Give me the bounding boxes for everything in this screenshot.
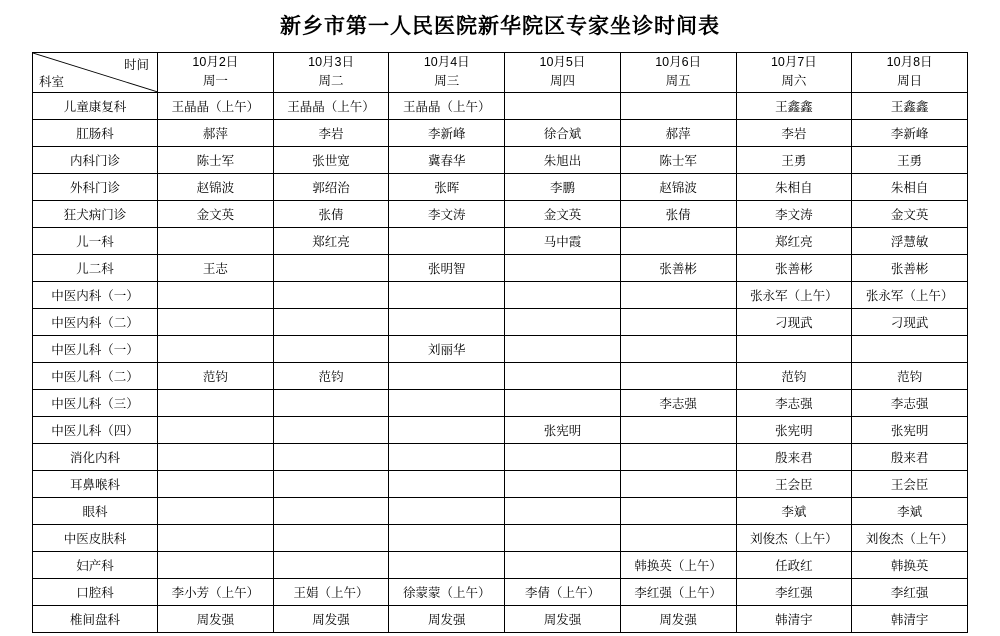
schedule-cell: 张晖 bbox=[389, 173, 505, 200]
schedule-cell: 李文涛 bbox=[736, 200, 852, 227]
schedule-cell: 王志 bbox=[158, 254, 274, 281]
column-header-1 bbox=[158, 53, 274, 93]
table-row bbox=[33, 281, 968, 308]
schedule-cell: 浮慧敏 bbox=[852, 227, 968, 254]
schedule-cell: 徐合斌 bbox=[505, 119, 621, 146]
table-row bbox=[33, 119, 968, 146]
schedule-cell: 李志强 bbox=[620, 389, 736, 416]
table-row bbox=[33, 470, 968, 497]
schedule-cell bbox=[273, 524, 389, 551]
schedule-cell bbox=[505, 524, 621, 551]
schedule-cell: 李文涛 bbox=[389, 200, 505, 227]
schedule-cell bbox=[389, 281, 505, 308]
row-dept-label: 眼科 bbox=[33, 497, 158, 524]
page-title: 新乡市第一人民医院新华院区专家坐诊时间表 bbox=[280, 15, 720, 38]
schedule-cell: 殷来君 bbox=[736, 443, 852, 470]
schedule-cell: 刁现武 bbox=[736, 308, 852, 335]
schedule-cell: 张倩 bbox=[620, 200, 736, 227]
row-dept-label: 耳鼻喉科 bbox=[33, 470, 158, 497]
schedule-cell bbox=[505, 551, 621, 578]
column-date-4: 10月5日 bbox=[539, 55, 586, 69]
schedule-cell bbox=[273, 254, 389, 281]
column-weekday-5: 周五 bbox=[665, 74, 691, 89]
row-dept-label: 儿二科 bbox=[33, 254, 158, 281]
column-weekday-1: 周一 bbox=[202, 74, 228, 89]
column-weekday-3: 周三 bbox=[434, 74, 460, 89]
row-dept-label: 儿童康复科 bbox=[33, 92, 158, 119]
row-dept-label: 儿一科 bbox=[33, 227, 158, 254]
schedule-cell bbox=[389, 227, 505, 254]
column-date-3: 10月4日 bbox=[423, 55, 470, 69]
schedule-cell: 张永军（上午） bbox=[736, 281, 852, 308]
column-date-7: 10月8日 bbox=[886, 55, 933, 69]
schedule-cell: 张宪明 bbox=[736, 416, 852, 443]
schedule-cell: 王晶晶（上午） bbox=[158, 92, 274, 119]
schedule-cell bbox=[158, 443, 274, 470]
schedule-cell bbox=[852, 335, 968, 362]
schedule-cell bbox=[505, 443, 621, 470]
column-header-2 bbox=[273, 53, 389, 93]
schedule-cell bbox=[273, 308, 389, 335]
schedule-cell bbox=[389, 416, 505, 443]
schedule-cell: 郝萍 bbox=[158, 119, 274, 146]
table-row bbox=[33, 335, 968, 362]
schedule-cell: 赵锦波 bbox=[620, 173, 736, 200]
schedule-cell: 张善彬 bbox=[852, 254, 968, 281]
schedule-cell bbox=[158, 551, 274, 578]
schedule-cell: 王会臣 bbox=[852, 470, 968, 497]
schedule-cell: 王勇 bbox=[852, 146, 968, 173]
schedule-cell: 郑红亮 bbox=[736, 227, 852, 254]
column-weekday-7: 周日 bbox=[897, 74, 923, 89]
schedule-cell bbox=[620, 281, 736, 308]
column-date-1: 10月2日 bbox=[192, 55, 239, 69]
table-row bbox=[33, 389, 968, 416]
schedule-cell: 王晶晶（上午） bbox=[389, 92, 505, 119]
row-dept-label: 中医内科（二） bbox=[33, 308, 158, 335]
schedule-cell bbox=[620, 308, 736, 335]
schedule-cell: 李志强 bbox=[852, 389, 968, 416]
table-row bbox=[33, 551, 968, 578]
row-dept-label: 中医皮肤科 bbox=[33, 524, 158, 551]
schedule-cell: 刘俊杰（上午） bbox=[736, 524, 852, 551]
schedule-cell: 李鹏 bbox=[505, 173, 621, 200]
schedule-cell bbox=[389, 470, 505, 497]
row-dept-label: 口腔科 bbox=[33, 578, 158, 605]
schedule-cell: 张永军（上午） bbox=[852, 281, 968, 308]
table-row bbox=[33, 200, 968, 227]
schedule-cell bbox=[158, 497, 274, 524]
schedule-cell: 李红强（上午） bbox=[620, 578, 736, 605]
schedule-cell bbox=[620, 227, 736, 254]
schedule-cell: 王鑫鑫 bbox=[736, 92, 852, 119]
schedule-cell bbox=[505, 281, 621, 308]
row-dept-label: 妇产科 bbox=[33, 551, 158, 578]
schedule-cell: 刘丽华 bbox=[389, 335, 505, 362]
schedule-cell: 陈士军 bbox=[620, 146, 736, 173]
schedule-cell bbox=[620, 524, 736, 551]
table-row bbox=[33, 227, 968, 254]
schedule-cell bbox=[158, 281, 274, 308]
schedule-cell: 陈士军 bbox=[158, 146, 274, 173]
schedule-cell bbox=[273, 470, 389, 497]
schedule-cell bbox=[620, 416, 736, 443]
column-header-5 bbox=[620, 53, 736, 93]
schedule-cell bbox=[158, 335, 274, 362]
schedule-cell: 赵锦波 bbox=[158, 173, 274, 200]
schedule-cell: 王晶晶（上午） bbox=[273, 92, 389, 119]
row-dept-label: 中医内科（一） bbox=[33, 281, 158, 308]
schedule-cell bbox=[505, 92, 621, 119]
schedule-cell bbox=[389, 524, 505, 551]
row-dept-label: 中医儿科（二） bbox=[33, 362, 158, 389]
schedule-cell bbox=[620, 335, 736, 362]
schedule-cell bbox=[620, 92, 736, 119]
table-body bbox=[33, 92, 968, 632]
corner-dept-label: 科室 bbox=[39, 74, 65, 89]
schedule-cell bbox=[389, 362, 505, 389]
schedule-cell: 任政红 bbox=[736, 551, 852, 578]
schedule-cell: 李岩 bbox=[273, 119, 389, 146]
schedule-cell: 范钧 bbox=[273, 362, 389, 389]
row-dept-label: 外科门诊 bbox=[33, 173, 158, 200]
schedule-cell: 李倩（上午） bbox=[505, 578, 621, 605]
schedule-cell: 范钧 bbox=[158, 362, 274, 389]
table-row bbox=[33, 416, 968, 443]
schedule-cell bbox=[273, 443, 389, 470]
schedule-cell: 周发强 bbox=[389, 605, 505, 632]
row-dept-label: 肛肠科 bbox=[33, 119, 158, 146]
schedule-cell bbox=[389, 389, 505, 416]
column-date-2: 10月3日 bbox=[308, 55, 354, 69]
schedule-cell bbox=[505, 497, 621, 524]
schedule-cell: 韩换英 bbox=[852, 551, 968, 578]
schedule-cell: 金文英 bbox=[852, 200, 968, 227]
row-dept-label: 狂犬病门诊 bbox=[33, 200, 158, 227]
column-header-4 bbox=[505, 53, 621, 93]
table-row bbox=[33, 362, 968, 389]
schedule-cell: 周发强 bbox=[273, 605, 389, 632]
schedule-cell: 郝萍 bbox=[620, 119, 736, 146]
schedule-cell: 张善彬 bbox=[736, 254, 852, 281]
schedule-table bbox=[32, 52, 968, 633]
row-dept-label: 中医儿科（一） bbox=[33, 335, 158, 362]
schedule-cell bbox=[158, 524, 274, 551]
schedule-cell: 王会臣 bbox=[736, 470, 852, 497]
schedule-cell: 张宪明 bbox=[852, 416, 968, 443]
schedule-cell: 朱相自 bbox=[736, 173, 852, 200]
schedule-cell: 张倩 bbox=[273, 200, 389, 227]
schedule-cell: 朱相自 bbox=[852, 173, 968, 200]
schedule-cell bbox=[620, 497, 736, 524]
schedule-cell bbox=[273, 389, 389, 416]
schedule-cell bbox=[273, 335, 389, 362]
schedule-cell bbox=[620, 470, 736, 497]
schedule-cell: 张宪明 bbox=[505, 416, 621, 443]
schedule-cell: 李新峰 bbox=[389, 119, 505, 146]
table-row bbox=[33, 92, 968, 119]
schedule-cell bbox=[389, 551, 505, 578]
column-header-7 bbox=[852, 53, 968, 93]
table-row bbox=[33, 497, 968, 524]
row-dept-label: 椎间盘科 bbox=[33, 605, 158, 632]
schedule-cell: 王鑫鑫 bbox=[852, 92, 968, 119]
schedule-cell: 张善彬 bbox=[620, 254, 736, 281]
table-row bbox=[33, 254, 968, 281]
schedule-cell: 周发强 bbox=[620, 605, 736, 632]
table-row bbox=[33, 578, 968, 605]
row-dept-label: 中医儿科（四） bbox=[33, 416, 158, 443]
schedule-cell: 金文英 bbox=[158, 200, 274, 227]
schedule-cell: 李斌 bbox=[736, 497, 852, 524]
schedule-cell bbox=[158, 389, 274, 416]
schedule-cell bbox=[273, 551, 389, 578]
table-row bbox=[33, 605, 968, 632]
column-date-5: 10月6日 bbox=[655, 55, 702, 69]
corner-time-label: 时间 bbox=[123, 58, 149, 72]
schedule-cell: 李红强 bbox=[852, 578, 968, 605]
schedule-cell: 金文英 bbox=[505, 200, 621, 227]
schedule-cell bbox=[736, 335, 852, 362]
column-header-6 bbox=[736, 53, 852, 93]
schedule-cell bbox=[158, 308, 274, 335]
schedule-cell bbox=[505, 254, 621, 281]
schedule-cell: 周发强 bbox=[158, 605, 274, 632]
schedule-cell: 徐蒙蒙（上午） bbox=[389, 578, 505, 605]
schedule-cell bbox=[505, 335, 621, 362]
row-dept-label: 中医儿科（三） bbox=[33, 389, 158, 416]
schedule-cell bbox=[389, 443, 505, 470]
column-weekday-6: 周六 bbox=[781, 74, 807, 89]
schedule-cell: 冀春华 bbox=[389, 146, 505, 173]
schedule-cell: 范钧 bbox=[736, 362, 852, 389]
schedule-cell bbox=[389, 308, 505, 335]
schedule-cell: 王勇 bbox=[736, 146, 852, 173]
schedule-cell: 韩清宇 bbox=[736, 605, 852, 632]
schedule-cell bbox=[505, 362, 621, 389]
schedule-cell bbox=[273, 497, 389, 524]
table-row bbox=[33, 443, 968, 470]
table-row bbox=[33, 173, 968, 200]
schedule-cell bbox=[505, 308, 621, 335]
schedule-cell: 刘俊杰（上午） bbox=[852, 524, 968, 551]
schedule-cell: 张世宽 bbox=[273, 146, 389, 173]
schedule-cell bbox=[273, 416, 389, 443]
schedule-cell bbox=[620, 443, 736, 470]
schedule-cell: 李斌 bbox=[852, 497, 968, 524]
column-weekday-4: 周四 bbox=[549, 74, 575, 89]
schedule-cell: 郑红亮 bbox=[273, 227, 389, 254]
table-header bbox=[33, 53, 968, 93]
schedule-cell: 周发强 bbox=[505, 605, 621, 632]
table-row bbox=[33, 308, 968, 335]
schedule-cell: 韩清宇 bbox=[852, 605, 968, 632]
schedule-cell: 张明智 bbox=[389, 254, 505, 281]
schedule-cell: 王娟（上午） bbox=[273, 578, 389, 605]
schedule-cell bbox=[505, 470, 621, 497]
schedule-table-wrapper bbox=[0, 52, 1000, 633]
schedule-cell: 李小芳（上午） bbox=[158, 578, 274, 605]
schedule-cell: 刁现武 bbox=[852, 308, 968, 335]
table-row bbox=[33, 524, 968, 551]
schedule-cell bbox=[158, 470, 274, 497]
schedule-cell: 李岩 bbox=[736, 119, 852, 146]
table-row bbox=[33, 146, 968, 173]
column-date-6: 10月7日 bbox=[770, 55, 817, 69]
schedule-cell bbox=[389, 497, 505, 524]
schedule-cell: 马中霞 bbox=[505, 227, 621, 254]
schedule-cell bbox=[158, 227, 274, 254]
schedule-cell: 朱旭出 bbox=[505, 146, 621, 173]
row-dept-label: 内科门诊 bbox=[33, 146, 158, 173]
schedule-cell bbox=[505, 389, 621, 416]
schedule-cell: 李志强 bbox=[736, 389, 852, 416]
schedule-cell bbox=[273, 281, 389, 308]
schedule-cell: 殷来君 bbox=[852, 443, 968, 470]
table-header-row bbox=[33, 53, 968, 93]
schedule-cell: 李红强 bbox=[736, 578, 852, 605]
column-weekday-2: 周二 bbox=[318, 74, 344, 89]
row-dept-label: 消化内科 bbox=[33, 443, 158, 470]
schedule-cell: 韩换英（上午） bbox=[620, 551, 736, 578]
column-header-3 bbox=[389, 53, 505, 93]
corner-header-cell bbox=[33, 53, 158, 93]
schedule-cell: 郭绍治 bbox=[273, 173, 389, 200]
schedule-cell bbox=[620, 362, 736, 389]
schedule-cell: 范钧 bbox=[852, 362, 968, 389]
schedule-cell: 李新峰 bbox=[852, 119, 968, 146]
schedule-cell bbox=[158, 416, 274, 443]
